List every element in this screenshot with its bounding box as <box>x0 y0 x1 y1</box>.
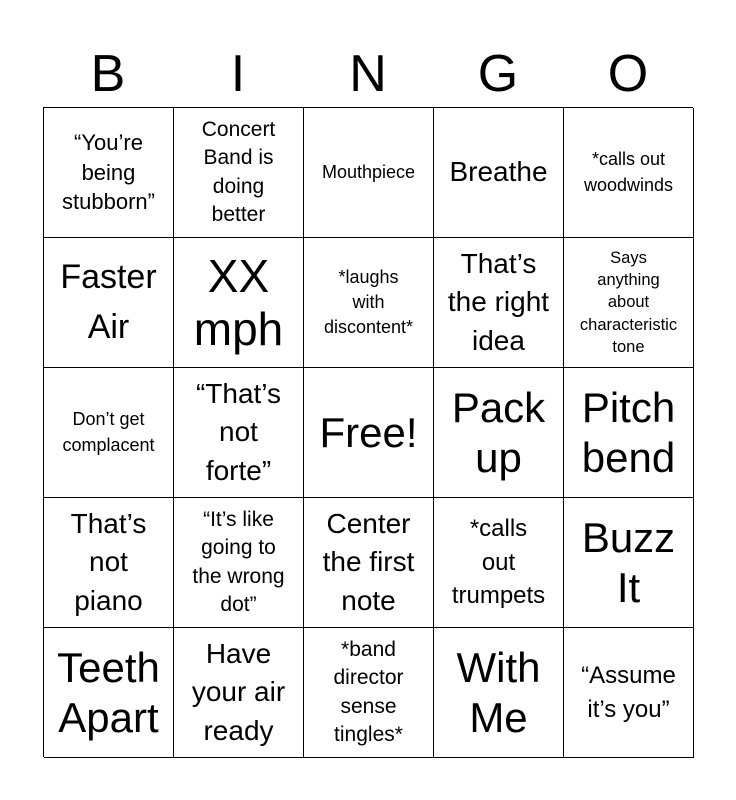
bingo-header <box>43 40 693 108</box>
bingo-cell[interactable] <box>564 108 694 238</box>
cell-text: Concert Band is doing better <box>201 117 276 226</box>
bingo-cell[interactable] <box>44 628 174 758</box>
bingo-cell[interactable] <box>44 238 174 368</box>
cell-text: Teeth Apart <box>57 643 160 741</box>
bingo-cell[interactable] <box>304 108 434 238</box>
cell-text: Says anything about characteristic tone <box>579 248 678 356</box>
cell-text: Mouthpiece <box>321 161 416 182</box>
cell-text: That’s not piano <box>70 507 147 616</box>
cell-text: *band director sense tingles* <box>333 637 404 746</box>
header-letter-g: G <box>477 45 519 103</box>
cell-text: Faster Air <box>60 258 157 346</box>
bingo-cell[interactable] <box>174 498 304 628</box>
bingo-cell[interactable] <box>434 238 564 368</box>
cell-text: Free! <box>319 408 418 456</box>
header-letter-b: B <box>90 45 126 103</box>
cell-text: *calls out trumpets <box>451 515 546 610</box>
bingo-cell[interactable] <box>44 108 174 238</box>
cell-text: “That’s not forte” <box>195 377 282 486</box>
bingo-cell[interactable] <box>434 108 564 238</box>
free-space-cell[interactable] <box>304 368 434 498</box>
bingo-cell[interactable] <box>434 368 564 498</box>
cell-text: That’s the right idea <box>447 247 550 356</box>
bingo-cell[interactable] <box>174 238 304 368</box>
cell-text: “It’s like going to the wrong dot” <box>192 507 285 616</box>
cell-text: With Me <box>456 643 541 741</box>
cell-text: Have your air ready <box>191 637 286 746</box>
bingo-cell[interactable] <box>174 108 304 238</box>
cell-text: Pitch bend <box>581 383 676 481</box>
bingo-cell[interactable] <box>564 498 694 628</box>
header-letter-n: N <box>349 45 387 103</box>
cell-text: Center the first note <box>322 507 415 616</box>
bingo-cell[interactable] <box>44 498 174 628</box>
cell-text: Buzz It <box>581 513 676 611</box>
cell-text: Don’t get complacent <box>62 409 155 455</box>
cell-text: XX mph <box>193 249 284 355</box>
bingo-cell[interactable] <box>434 498 564 628</box>
bingo-cell[interactable] <box>304 498 434 628</box>
bingo-board <box>43 107 693 757</box>
bingo-cell[interactable] <box>564 368 694 498</box>
bingo-cell[interactable] <box>564 628 694 758</box>
header-letter-i: I <box>230 45 246 103</box>
cell-text: Pack up <box>451 383 546 481</box>
header-letter-o: O <box>607 45 649 103</box>
bingo-cell[interactable] <box>434 628 564 758</box>
bingo-cell[interactable] <box>174 628 304 758</box>
cell-text: *laughs with discontent* <box>323 266 414 338</box>
cell-text: “You’re being stubborn” <box>62 129 155 215</box>
cell-text: “Assume it’s you” <box>581 661 676 723</box>
bingo-cell[interactable] <box>304 628 434 758</box>
bingo-cell[interactable] <box>304 238 434 368</box>
cell-text: *calls out woodwinds <box>583 149 674 195</box>
bingo-cell[interactable] <box>174 368 304 498</box>
bingo-cell[interactable] <box>564 238 694 368</box>
bingo-cell[interactable] <box>44 368 174 498</box>
cell-text: Breathe <box>449 156 548 188</box>
